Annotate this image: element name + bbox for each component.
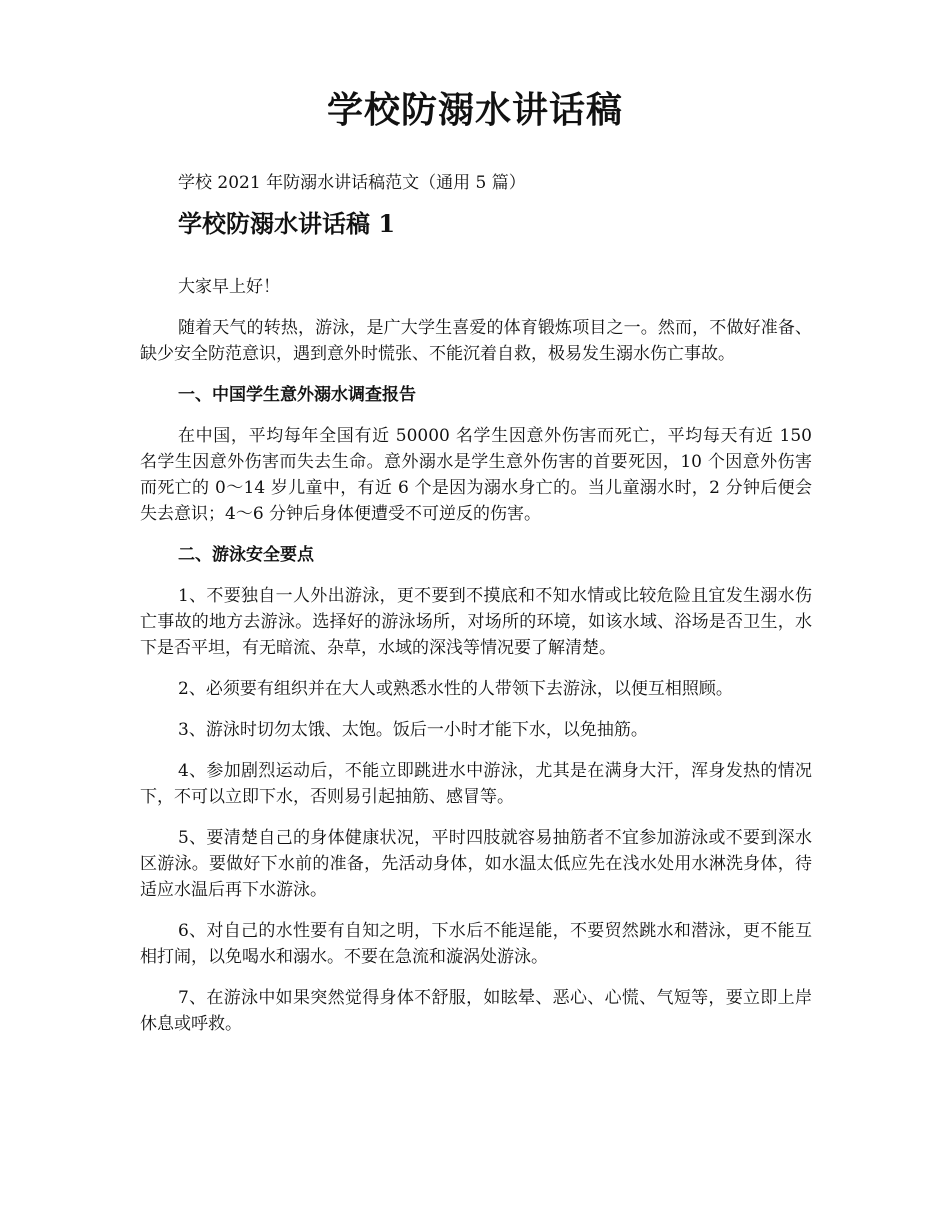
report-paragraph: 在中国，平均每年全国有近 50000 名学生因意外伤害而死亡，平均每天有近 150 名学生因意外伤害而失去生命。意外溺水是学生意外伤害的首要死因，10 个因意外伤害而死亡的 0～14 岁儿童中，有近 6 个是因为溺水身亡的。当儿童溺水时，2 分钟后便会失去意识；4～6 分钟后身体便遭受不可逆反的伤害。: [140, 426, 812, 524]
safety-point: 2、必须要有组织并在大人或熟悉水性的人带领下去游泳，以便互相照顾。: [178, 679, 733, 699]
safety-point: 5、要清楚自己的身体健康状况，平时四肢就容易抽筋者不宜参加游泳或不要到深水区游泳。要做好下水前的准备，先活动身体，如水温太低应先在浅水处用水淋洗身体，待适应水温后再下水游泳。: [140, 828, 812, 900]
greeting-paragraph: 大家早上好！: [178, 277, 280, 297]
intro-paragraph: 随着天气的转热，游泳，是广大学生喜爱的体育锻炼项目之一。然而，不做好准备、缺少安全防范意识，遇到意外时慌张、不能沉着自救，极易发生溺水伤亡事故。: [140, 318, 812, 364]
safety-point: 6、对自己的水性要有自知之明，下水后不能逞能，不要贸然跳水和潜泳，更不能互相打闹，以免喝水和溺水。不要在急流和漩涡处游泳。: [140, 921, 812, 967]
safety-point: 3、游泳时切勿太饿、太饱。饭后一小时才能下水，以免抽筋。: [178, 720, 648, 740]
section-heading: 学校防溺水讲话稿 1: [178, 209, 396, 238]
safety-point: 7、在游泳中如果突然觉得身体不舒服，如眩晕、恶心、心慌、气短等，要立即上岸休息或呼救。: [140, 988, 812, 1034]
heading-survey-report: 一、中国学生意外溺水调查报告: [178, 385, 416, 405]
document-subtitle: 学校 2021 年防溺水讲话稿范文（通用 5 篇）: [178, 173, 526, 193]
safety-point: 4、参加剧烈运动后，不能立即跳进水中游泳，尤其是在满身大汗，浑身发热的情况下，不可以立即下水，否则易引起抽筋、感冒等。: [140, 761, 812, 807]
document-title: 学校防溺水讲话稿: [326, 89, 623, 131]
safety-point: 1、不要独自一人外出游泳，更不要到不摸底和不知水情或比较危险且宜发生溺水伤亡事故的地方去游泳。选择好的游泳场所，对场所的环境，如该水域、浴场是否卫生，水下是否平坦，有无暗流、杂草，水域的深浅等情况要了解清楚。: [140, 586, 812, 658]
heading-swimming-safety: 二、游泳安全要点: [178, 545, 314, 565]
document-body: [140, 170, 812, 1037]
